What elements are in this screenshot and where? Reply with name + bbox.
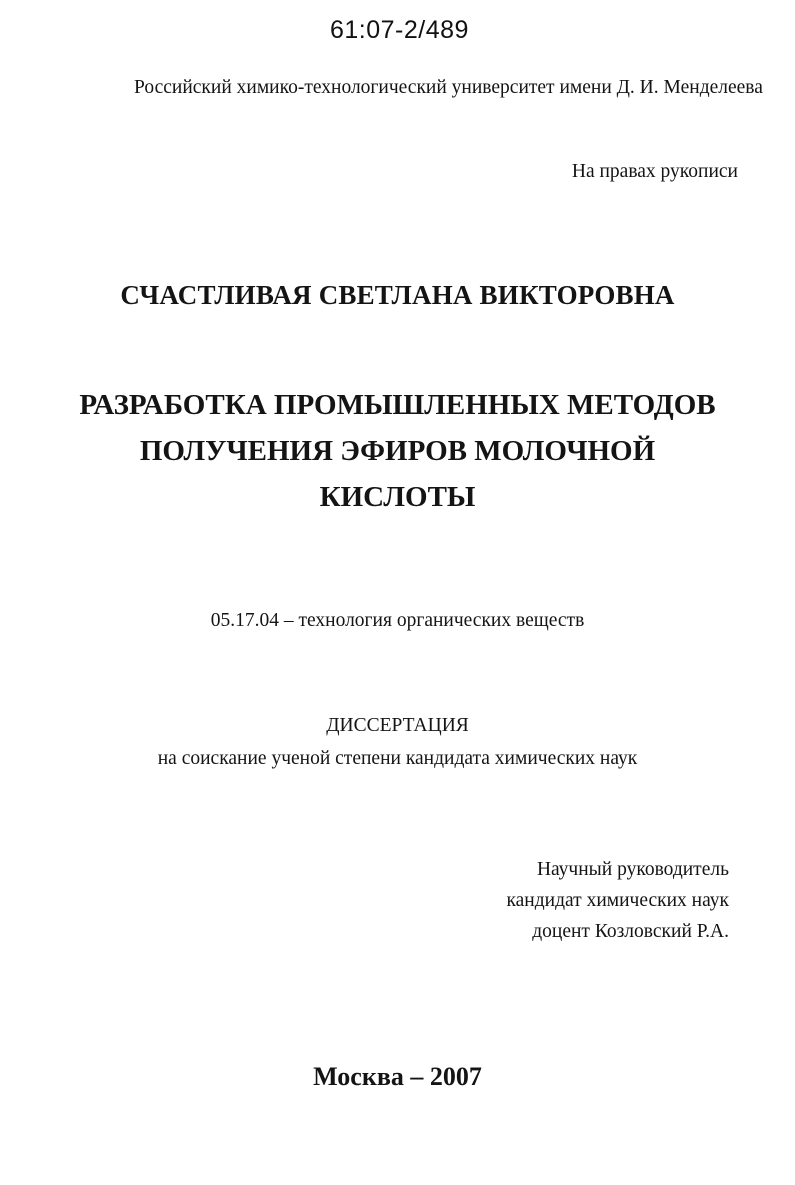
city-year: Москва – 2007 — [313, 1062, 482, 1091]
supervisor-block — [506, 854, 729, 947]
supervisor-line: Научный руководитель — [536, 859, 729, 880]
specialty-code: 05.17.04 – технология органических веществ — [210, 610, 585, 631]
title-line: РАЗРАБОТКА ПРОМЫШЛЕННЫХ МЕТОДОВ — [79, 389, 716, 421]
degree-description: на соискание ученой степени кандидата химических наук — [157, 748, 638, 769]
dissertation-title — [0, 382, 795, 520]
university-name: Российский химико-технологический университет имени Д. И. Менделеева — [134, 77, 763, 98]
title-line: КИСЛОТЫ — [319, 481, 476, 513]
work-type: ДИССЕРТАЦИЯ — [326, 715, 469, 736]
author-name: СЧАСТЛИВАЯ СВЕТЛАНА ВИКТОРОВНА — [120, 280, 675, 310]
supervisor-line: доцент Козловский Р.А. — [532, 921, 729, 942]
manuscript-note: На правах рукописи — [571, 161, 738, 182]
supervisor-line: кандидат химических наук — [506, 890, 729, 911]
title-line: ПОЛУЧЕНИЯ ЭФИРОВ МОЛОЧНОЙ — [139, 435, 656, 467]
archive-code-stamp: 61:07-2/489 — [330, 16, 469, 44]
